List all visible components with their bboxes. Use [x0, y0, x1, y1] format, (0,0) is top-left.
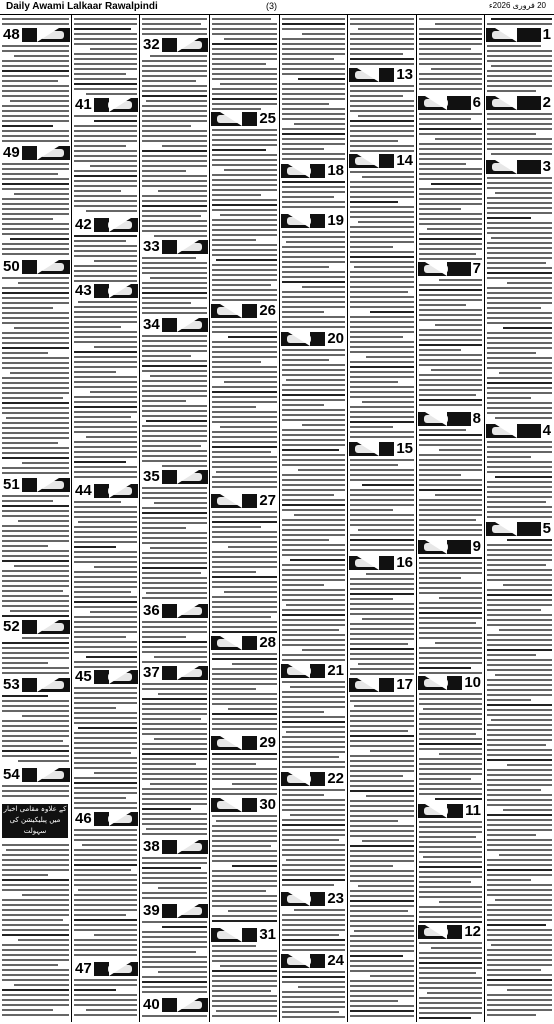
ad-body-text: [0, 16, 71, 27]
ad-number: 12: [464, 925, 481, 939]
ad-body-text: [280, 969, 347, 1021]
heading-label-graphic: [178, 843, 202, 851]
ad-body-text: [417, 16, 484, 95]
heading-label-graphic: [40, 681, 64, 689]
ad-number: 8: [472, 412, 481, 426]
ad-heading-33: [141, 240, 208, 254]
ad-body-text: [417, 427, 484, 539]
ad-number: 51: [3, 478, 20, 492]
ad-heading-5: [486, 522, 553, 536]
ad-body-text: [485, 111, 554, 159]
ad-body-text: [485, 43, 554, 95]
ad-number: 13: [396, 68, 413, 82]
heading-label-graphic: [217, 931, 241, 939]
ad-heading-34: [141, 318, 208, 332]
ad-number: 15: [396, 442, 413, 456]
ad-body-text: [72, 16, 139, 97]
heading-label-graphic: [217, 115, 241, 123]
ad-number: 54: [3, 768, 20, 782]
heading-label-graphic: [492, 525, 516, 533]
ad-body-text: [210, 751, 279, 797]
ad-heading-6: [418, 96, 483, 110]
ad-body-text: [0, 783, 71, 800]
ad-heading-42: [73, 218, 138, 232]
ad-heading-23: [281, 892, 346, 906]
paper-name: Daily Awami Lalkaar Rawalpindi: [6, 1, 158, 12]
heading-label-graphic: [424, 265, 448, 273]
ad-body-text: [417, 940, 484, 1021]
heading-label-graphic: [355, 559, 379, 567]
heading-label-graphic: [355, 71, 379, 79]
ad-heading-41: [73, 98, 138, 112]
ad-body-text: [0, 161, 71, 259]
ad-heading-3: [486, 160, 553, 174]
ad-body-text: [0, 693, 71, 767]
ad-number: 7: [472, 262, 481, 276]
ad-number: 10: [464, 676, 481, 690]
ad-heading-54: [1, 768, 70, 782]
ad-number: 23: [327, 892, 344, 906]
heading-label-graphic: [287, 895, 311, 903]
ad-body-text: [417, 277, 484, 411]
ad-heading-12: [418, 925, 483, 939]
ad-number: 17: [396, 678, 413, 692]
ad-number: 19: [327, 214, 344, 228]
ad-heading-49: [1, 146, 70, 160]
ad-body-text: [485, 16, 554, 27]
ad-body-text: [485, 537, 554, 1021]
ad-heading-45: [73, 670, 138, 684]
ad-body-text: [140, 681, 209, 839]
ad-heading-38: [141, 840, 208, 854]
ad-heading-20: [281, 332, 346, 346]
heading-label-graphic: [287, 217, 311, 225]
ad-body-text: [280, 787, 347, 891]
ad-heading-32: [141, 38, 208, 52]
ad-body-text: [0, 635, 71, 677]
ad-heading-11: [418, 804, 483, 818]
heading-label-graphic: [108, 221, 132, 229]
heading-label-graphic: [424, 807, 448, 815]
ad-number: 41: [75, 98, 92, 112]
ad-number: 47: [75, 962, 92, 976]
ad-heading-14: [349, 154, 415, 168]
ad-heading-35: [141, 470, 208, 484]
ad-heading-30: [211, 798, 278, 812]
ad-body-text: [0, 493, 71, 619]
heading-label-graphic: [217, 801, 241, 809]
ad-number: 11: [465, 804, 481, 818]
ad-heading-2: [486, 96, 553, 110]
ad-body-text: [210, 813, 279, 927]
ad-body-text: [417, 691, 484, 803]
ad-heading-9: [418, 540, 483, 554]
ad-body-text: [72, 233, 139, 283]
ad-heading-48: [1, 28, 70, 42]
ad-body-text: [140, 855, 209, 903]
heading-label-graphic: [355, 681, 379, 689]
ad-number: 28: [259, 636, 276, 650]
ad-body-text: [0, 43, 71, 145]
ad-heading-53: [1, 678, 70, 692]
heading-label-graphic: [492, 99, 516, 107]
ad-heading-26: [211, 304, 278, 318]
ad-heading-50: [1, 260, 70, 274]
ad-body-text: [485, 175, 554, 423]
ad-heading-37: [141, 666, 208, 680]
ad-heading-46: [73, 812, 138, 826]
ad-number: 40: [143, 998, 160, 1012]
ad-body-text: [210, 319, 279, 493]
column-rule: [71, 15, 72, 1022]
heading-label-graphic: [355, 445, 379, 453]
ad-number: 31: [259, 928, 276, 942]
page-number: (3): [266, 1, 277, 11]
ad-number: 2: [542, 96, 551, 110]
heading-label-graphic: [178, 607, 202, 615]
ad-heading-40: [141, 998, 208, 1012]
heading-label-graphic: [178, 907, 202, 915]
ad-heading-1: [486, 28, 553, 42]
ad-number: 36: [143, 604, 160, 618]
ad-number: 21: [327, 664, 344, 678]
ad-heading-28: [211, 636, 278, 650]
heading-label-graphic: [108, 815, 132, 823]
heading-label-graphic: [287, 167, 311, 175]
ad-body-text: [140, 53, 209, 239]
ad-number: 42: [75, 218, 92, 232]
heading-label-graphic: [355, 157, 379, 165]
heading-label-graphic: [424, 928, 448, 936]
heading-label-graphic: [40, 31, 64, 39]
heading-label-graphic: [108, 673, 132, 681]
masthead: [0, 0, 554, 15]
ad-body-text: [72, 113, 139, 217]
date-line: 20 فروری 2026ء: [488, 1, 546, 10]
ad-number: 52: [3, 620, 20, 634]
ad-heading-13: [349, 68, 415, 82]
heading-label-graphic: [178, 321, 202, 329]
ad-body-text: [140, 255, 209, 317]
ad-number: 35: [143, 470, 160, 484]
heading-label-graphic: [424, 415, 448, 423]
ad-number: 44: [75, 484, 92, 498]
heading-label-graphic: [108, 965, 132, 973]
ad-number: 24: [327, 954, 344, 968]
heading-label-graphic: [424, 543, 448, 551]
heading-label-graphic: [178, 41, 202, 49]
ad-number: 43: [75, 284, 92, 298]
ad-number: 48: [3, 28, 20, 42]
ad-body-text: [280, 347, 347, 663]
ad-heading-29: [211, 736, 278, 750]
ad-body-text: [140, 919, 209, 997]
heading-label-graphic: [178, 1001, 202, 1009]
ad-body-text: [210, 16, 279, 111]
ad-heading-39: [141, 904, 208, 918]
heading-label-graphic: [287, 335, 311, 343]
heading-label-graphic: [287, 667, 311, 675]
heading-label-graphic: [108, 287, 132, 295]
ad-body-text: [280, 16, 347, 163]
ad-number: 30: [259, 798, 276, 812]
heading-label-graphic: [492, 163, 516, 171]
heading-label-graphic: [217, 639, 241, 647]
ad-body-text: [210, 943, 279, 1021]
ad-body-text: [0, 275, 71, 477]
ad-heading-51: [1, 478, 70, 492]
ad-number: 22: [327, 772, 344, 786]
ad-body-text: [417, 819, 484, 924]
ad-number: 53: [3, 678, 20, 692]
column-rule: [347, 15, 348, 1022]
ad-body-text: [210, 509, 279, 635]
ad-heading-27: [211, 494, 278, 508]
ad-heading-21: [281, 664, 346, 678]
ad-body-text: [348, 693, 416, 1021]
heading-label-graphic: [424, 99, 448, 107]
ad-body-text: [140, 1013, 209, 1021]
heading-label-graphic: [217, 497, 241, 505]
heading-label-graphic: [287, 957, 311, 965]
column-rule: [139, 15, 140, 1022]
ad-heading-7: [418, 262, 483, 276]
ad-body-text: [348, 169, 416, 441]
heading-label-graphic: [40, 771, 64, 779]
heading-label-graphic: [108, 101, 132, 109]
promo-banner: کے علاوہ مقامی اخبار میں پبلیکیشن کی سہولت: [2, 804, 68, 838]
ad-body-text: [348, 571, 416, 677]
ad-number: 18: [327, 164, 344, 178]
heading-label-graphic: [40, 623, 64, 631]
ad-number: 25: [259, 112, 276, 126]
ad-heading-16: [349, 556, 415, 570]
ad-body-text: [417, 555, 484, 675]
heading-label-graphic: [40, 263, 64, 271]
ad-body-text: [140, 619, 209, 665]
ad-heading-17: [349, 678, 415, 692]
heading-label-graphic: [217, 307, 241, 315]
column-rule: [209, 15, 210, 1022]
ad-heading-47: [73, 962, 138, 976]
ad-body-text: [280, 679, 347, 771]
ad-number: 26: [259, 304, 276, 318]
ad-body-text: [417, 111, 484, 261]
ad-number: 6: [472, 96, 481, 110]
column-rule: [416, 15, 417, 1022]
ad-body-text: [140, 333, 209, 469]
ad-number: 9: [472, 540, 481, 554]
ad-number: 1: [542, 28, 551, 42]
ad-number: 29: [259, 736, 276, 750]
heading-label-graphic: [424, 679, 448, 687]
ad-number: 14: [396, 154, 413, 168]
ad-number: 16: [396, 556, 413, 570]
ad-heading-15: [349, 442, 415, 456]
column-rule: [279, 15, 280, 1022]
heading-label-graphic: [492, 31, 516, 39]
ad-number: 45: [75, 670, 92, 684]
ad-heading-36: [141, 604, 208, 618]
heading-label-graphic: [40, 149, 64, 157]
ad-body-text: [280, 229, 347, 331]
ad-body-text: [280, 907, 347, 953]
ad-number: 4: [542, 424, 551, 438]
ad-number: 33: [143, 240, 160, 254]
ad-body-text: [72, 977, 139, 1021]
ad-number: 39: [143, 904, 160, 918]
heading-label-graphic: [217, 739, 241, 747]
ad-body-text: [348, 457, 416, 555]
ad-body-text: [140, 485, 209, 603]
ad-body-text: [348, 16, 416, 67]
ad-heading-44: [73, 484, 138, 498]
heading-label-graphic: [492, 427, 516, 435]
ad-heading-43: [73, 284, 138, 298]
ad-number: 34: [143, 318, 160, 332]
ad-heading-52: [1, 620, 70, 634]
ad-number: 37: [143, 666, 160, 680]
ad-heading-25: [211, 112, 278, 126]
ad-body-text: [485, 439, 554, 521]
ad-number: 38: [143, 840, 160, 854]
ad-heading-19: [281, 214, 346, 228]
heading-label-graphic: [40, 481, 64, 489]
ad-body-text: [348, 83, 416, 153]
ad-number: 46: [75, 812, 92, 826]
heading-label-graphic: [178, 243, 202, 251]
heading-label-graphic: [108, 487, 132, 495]
ad-number: 50: [3, 260, 20, 274]
ad-body-text: [72, 299, 139, 483]
ad-body-text: [210, 127, 279, 303]
ad-number: 5: [542, 522, 551, 536]
ad-number: 3: [542, 160, 551, 174]
ad-number: 32: [143, 38, 160, 52]
ad-heading-22: [281, 772, 346, 786]
ad-heading-8: [418, 412, 483, 426]
heading-label-graphic: [287, 775, 311, 783]
ad-heading-24: [281, 954, 346, 968]
ad-body-text: [72, 685, 139, 811]
column-rule: [484, 15, 485, 1022]
heading-label-graphic: [178, 473, 202, 481]
ad-body-text: [280, 179, 347, 213]
ad-number: 49: [3, 146, 20, 160]
ad-body-text: [0, 842, 71, 1021]
ad-number: 20: [327, 332, 344, 346]
ad-heading-31: [211, 928, 278, 942]
ad-heading-10: [418, 676, 483, 690]
ad-heading-18: [281, 164, 346, 178]
ad-heading-4: [486, 424, 553, 438]
ad-body-text: [72, 499, 139, 669]
heading-label-graphic: [178, 669, 202, 677]
ad-body-text: [72, 827, 139, 961]
ad-number: 27: [259, 494, 276, 508]
ad-body-text: [210, 651, 279, 735]
ad-body-text: [140, 16, 209, 37]
